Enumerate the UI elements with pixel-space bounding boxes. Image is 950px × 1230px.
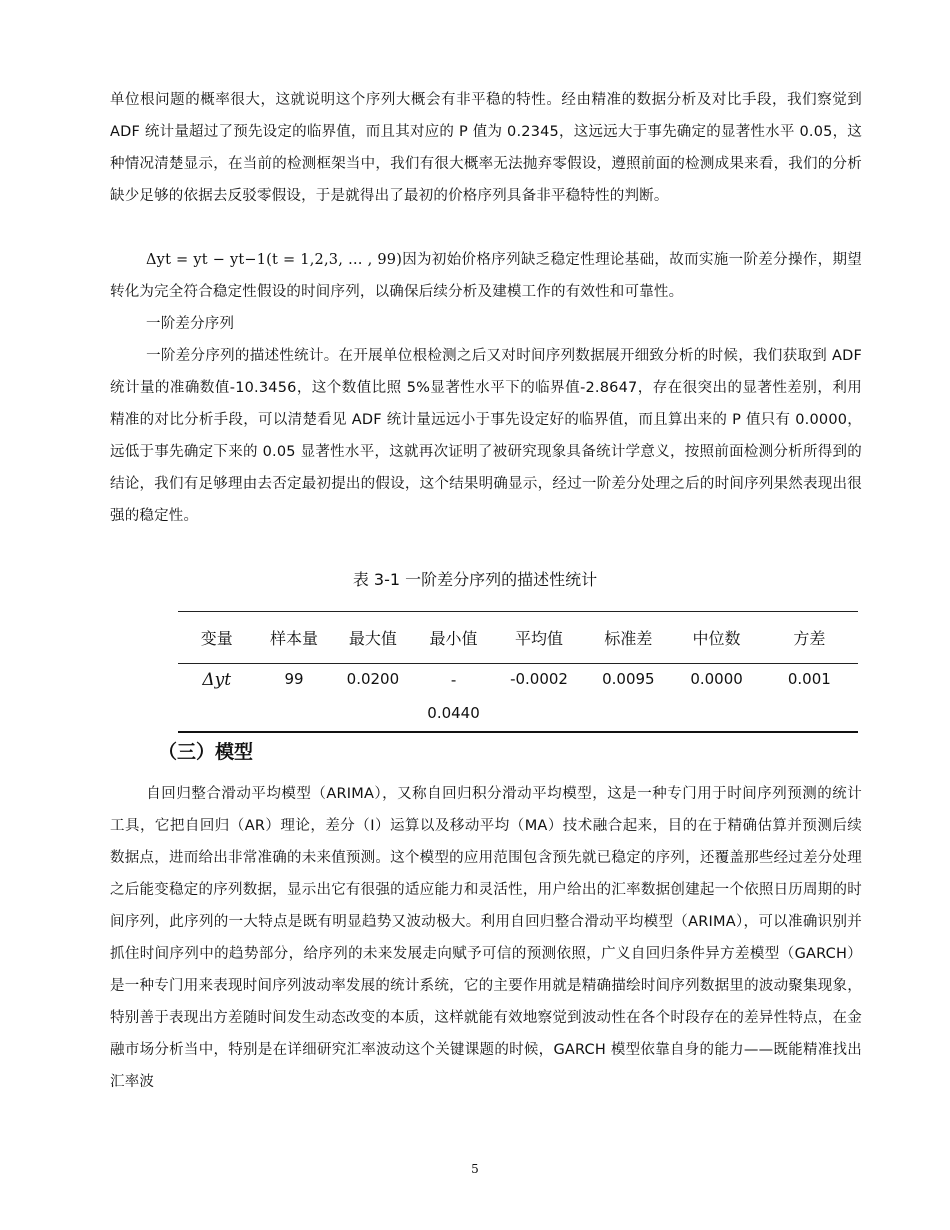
descriptive-stats-table	[178, 611, 858, 733]
header-mean: 平均值	[494, 612, 584, 664]
section-title: （三）模型	[158, 741, 254, 763]
table-row	[178, 664, 858, 733]
header-variance: 方差	[761, 612, 858, 664]
header-median: 中位数	[672, 612, 760, 664]
table-header-row	[178, 612, 858, 664]
cell-min-line1: -	[450, 671, 457, 689]
paragraph-descriptive-stats	[110, 340, 862, 532]
header-std: 标准差	[584, 612, 672, 664]
cell-min	[413, 664, 494, 733]
header-sample-size: 样本量	[256, 612, 333, 664]
subheading-text: 一阶差分序列	[146, 316, 235, 332]
cell-variance: 0.001	[761, 664, 858, 733]
cell-mean: -0.0002	[494, 664, 584, 733]
cell-variable: Δyt	[178, 664, 256, 733]
paragraph-text: 因为初始价格序列缺乏稳定性理论基础，故而实施一阶差分操作，期望转化为完全符合稳定性假设的时间序列，以确保后续分析及建模工作的有效性和可靠性。	[110, 252, 863, 300]
paragraph-text: 一阶差分序列的描述性统计。在开展单位根检测之后又对时间序列数据展开细致分析的时候，我们获取到 ADF 统计量的准确数值-10.3456，这个数值比照 5%显著性水平下的临界值-2.8647，存在很突出的显著性差别，利用精准的对比分析手段，可以清楚看见 ADF 统计量远远小于事先设定好的临界值，而且算出来的 P 值只有 0.0000，远低于事先确定下来的 0.05 显著性水平，这就再次证明了被研究现象具备统计学意义，按照前面检测分析所得到的结论，我们有足够理由去否定最初提出的假设，这个结果明确显示，经过一阶差分处理之后的时间序列果然表现出很强的稳定性。	[110, 348, 862, 524]
cell-min-line2: 0.0440	[427, 704, 480, 722]
paragraph-text: 自回归整合滑动平均模型（ARIMA），又称自回归积分滑动平均模型，这是一种专门用于时间序列预测的统计工具，它把自回归（AR）理论，差分（I）运算以及移动平均（MA）技术融合起来，目的在于精确估算并预测后续数据点，进而给出非常准确的未来值预测。这个模型的应用范围包含预先就已稳定的序列，还覆盖那些经过差分处理之后能变稳定的序列数据，显示出它有很强的适应能力和灵活性，用户给出的汇率数据创建起一个依照日历周期的时间序列，此序列的一大特点是既有明显趋势又波动极大。利用自回归整合滑动平均模型（ARIMA），可以准确识别并抓住时间序列中的趋势部分，给序列的未来发展走向赋予可信的预测依照，广义自回归条件异方差模型（GARCH）是一种专门用来表现时间序列波动率发展的统计系统，它的主要作用就是精确描绘时间序列数据里的波动聚集现象，特别善于表现出方差随时间发生动态改变的本质，这样就能有效地察觉到波动性在各个时段存在的差异性特点，在金融市场分析当中，特别是在详细研究汇率波动这个关键课题的时候，GARCH 模型依靠自身的能力——既能精准找出汇率波	[110, 786, 862, 1090]
difference-formula: Δyt = yt − yt−1(t = 1,2,3, … , 99)	[146, 252, 403, 268]
header-variable: 变量	[178, 612, 256, 664]
subheading-first-difference	[110, 308, 862, 340]
header-max: 最大值	[333, 612, 414, 664]
paragraph-text: 单位根问题的概率很大，这就说明这个序列大概会有非平稳的特性。经由精准的数据分析及对比手段，我们察觉到 ADF 统计量超过了预先设定的临界值，而且其对应的 P 值为 0.2345，这远远大于事先确定的显著性水平 0.05，这种情况清楚显示，在当前的检测框架当中，我们有很大概率无法抛弃零假设，遵照前面的检测成果来看，我们的分析缺少足够的依据去反驳零假设，于是就得出了最初的价格序列具备非平稳特性的判断。	[110, 92, 862, 204]
cell-std: 0.0095	[584, 664, 672, 733]
cell-sample-size: 99	[256, 664, 333, 733]
cell-median: 0.0000	[672, 664, 760, 733]
cell-max: 0.0200	[333, 664, 414, 733]
table-caption: 表 3-1 一阶差分序列的描述性统计	[352, 570, 598, 589]
paragraph-differencing	[110, 244, 862, 308]
paragraph-nonstationary	[110, 84, 862, 212]
page-number: 5	[471, 1162, 479, 1176]
paragraph-model	[110, 778, 862, 1098]
header-min: 最小值	[413, 612, 494, 664]
